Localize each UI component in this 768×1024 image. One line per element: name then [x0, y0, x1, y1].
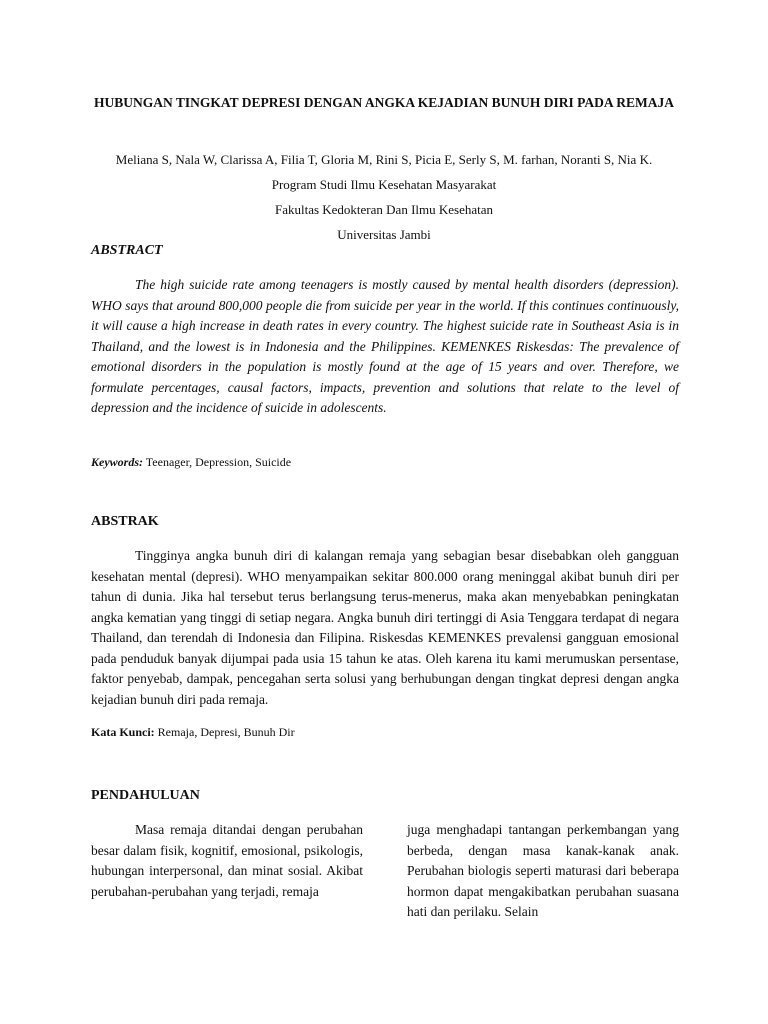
- abstract-id-body: Tingginya angka bunuh diri di kalangan remaja yang sebagian besar disebabkan oleh gangguan kesehatan mental (depresi). WHO menyampaikan sekitar 800.000 orang meninggal akibat bunuh diri per tahun di dunia. Jika hal tersebut terus berlangsung terus-menerus, maka akan menyebabkan peningkatan angka kematian yang tinggi di setiap negara. Angka bunuh diri tertinggi di Asia Tenggara terdapat di negara Thailand, dan terendah di Indonesia dan Filipina. Riskesdas KEMENKES prevalensi gangguan emosional pada penduduk banyak dijumpai pada usia 15 tahun ke atas. Oleh karena itu kami merumuskan persentase, faktor penyebab, dampak, pencegahan serta solusi yang berhubungan dengan tingkat depresi dengan angka kejadian bunuh diri pada remaja.: [91, 548, 679, 707]
- paper-title: HUBUNGAN TINGKAT DEPRESI DENGAN ANGKA KEJADIAN BUNUH DIRI PADA REMAJA: [94, 95, 674, 110]
- abstract-en-body: The high suicide rate among teenagers is mostly caused by mental health disorders (depression). WHO says that around 800,000 people die from suicide per year in the world. If this continues continuously, it will cause a high increase in death rates in every country. The highest suicide rate in Southeast Asia is in Thailand, and the lowest is in Indonesia and the Philippines. KEMENKES Riskesdas: The prevalence of emotional disorders in the population is mostly found at the age of 15 years and over. Therefore, we formulate percentages, causal factors, impacts, prevention and solutions that relate to the level of depression and the incidence of suicide in adolescents.: [91, 277, 679, 415]
- affiliation-faculty: Fakultas Kedokteran Dan Ilmu Kesehatan: [274, 202, 494, 217]
- keywords-en-values: Teenager, Depression, Suicide: [145, 455, 292, 469]
- abstract-id-heading: ABSTRAK: [91, 514, 159, 529]
- author-list: Meliana S, Nala W, Clarissa A, Filia T, Gloria M, Rini S, Picia E, Serly S, M. farhan, Noranti S, Nia K.: [115, 152, 653, 167]
- keywords-id: [91, 725, 679, 740]
- intro-heading: PENDAHULUAN: [91, 788, 200, 803]
- keywords-en-label: Keywords:: [91, 455, 143, 469]
- affiliation-university: Universitas Jambi: [337, 227, 431, 242]
- affiliation-program: Program Studi Ilmu Kesehatan Masyarakat: [271, 177, 497, 192]
- intro-column-left: Masa remaja ditandai dengan perubahan besar dalam fisik, kognitif, emosional, psikologis, hubungan interpersonal, dan minat sosial. Akibat perubahan-perubahan yang terjadi, remaja: [91, 822, 363, 899]
- abstract-en-heading: ABSTRACT: [91, 243, 163, 258]
- keywords-id-values: Remaja, Depresi, Bunuh Dir: [157, 725, 295, 739]
- keywords-id-label: Kata Kunci:: [91, 725, 155, 739]
- keywords-en: [91, 455, 679, 470]
- author-block: [60, 147, 708, 247]
- intro-column-right: juga menghadapi tantangan perkembangan yang berbeda, dengan masa kanak-kanak anak. Perubahan biologis seperti maturasi dari beberapa hormon dapat mengakibatkan perubahan suasana hati dan perilaku. Selain: [407, 822, 679, 919]
